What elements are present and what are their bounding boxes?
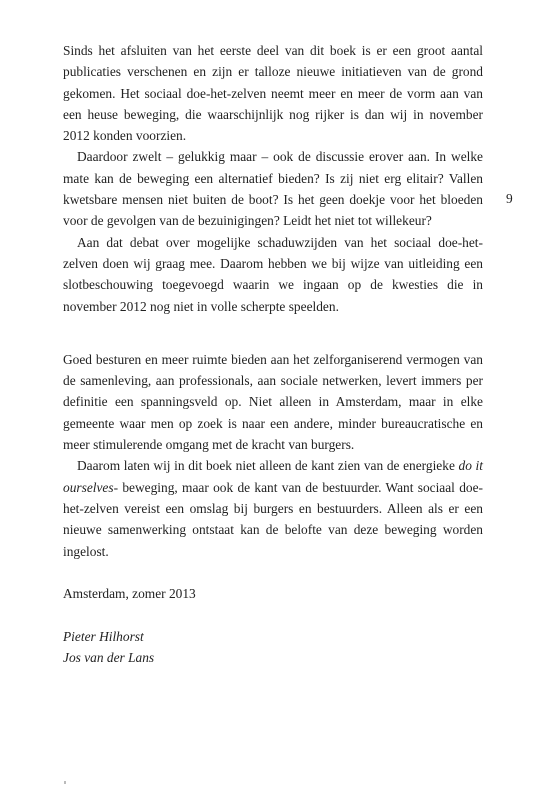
author-name-1: Pieter Hilhorst — [63, 629, 144, 645]
paragraph-5-text-a: Daarom laten wij in dit boek niet alleen de kant zien van de energieke — [77, 458, 459, 474]
author-signatures — [63, 626, 483, 669]
scan-mark — [64, 781, 66, 784]
paragraph-3: Aan dat debat over mogelijke schaduwzijden van het sociaal doe-het-zelven doen wij graag mee. Daarom hebben we bij wijze van uitleiding een slotbeschouwing toegevoegd waarin we ingaan op de kwesties die in november 2012 nog niet in volle scherpte speelden. — [63, 234, 483, 314]
paragraph-2: Daardoor zwelt – gelukkig maar – ook de discussie erover aan. In welke mate kan de beweging een alternatief bieden? Is zij niet erg elitair? Vallen kwetsbare mensen niet buiten de boot? Is het geen doekje voor het bloeden voor de gevolgen van de bezuinigingen? Leidt het niet tot willekeur? — [63, 149, 483, 229]
paragraph-4: Goed besturen en meer ruimte bieden aan het zelforganiserend vermogen van de samenleving, aan professionals, aan sociale netwerken, levert immers per definitie een spanningsveld op. Niet alleen in Amsterdam, maar in elke gemeente waar men op zoek is naar een andere, minder bureaucratische en meer stimulerende omgang met de kracht van burgers. — [63, 351, 483, 453]
paragraph-5 — [63, 455, 483, 561]
book-page-body — [63, 40, 483, 669]
paragraph-5-text-b: beweging, maar ook de kant van de bestuurder. Want sociaal doe-het-zelven vereist een omslag bij burgers en bestuurders. Alleen als er een nieuwe samenwerking ontstaat kan de belofte van deze beweging worden ingelost. — [63, 479, 483, 559]
author-name-2: Jos van der Lans — [63, 650, 155, 666]
paragraph-5-italic-term: do it ourselves- — [63, 458, 483, 495]
place-date: Amsterdam, zomer 2013 — [63, 585, 196, 601]
paragraph-1: Sinds het afsluiten van het eerste deel van dit boek is er een groot aantal publicaties verschenen en zijn er talloze nieuwe initiatieven van de grond gekomen. Het sociaal doe-het-zelven neemt meer en meer de vorm aan van een heuse beweging, die waarschijnlijk nog rijker is dan wij in november 2012 konden voorzien. — [63, 43, 483, 144]
page-number: 9 — [506, 191, 513, 206]
